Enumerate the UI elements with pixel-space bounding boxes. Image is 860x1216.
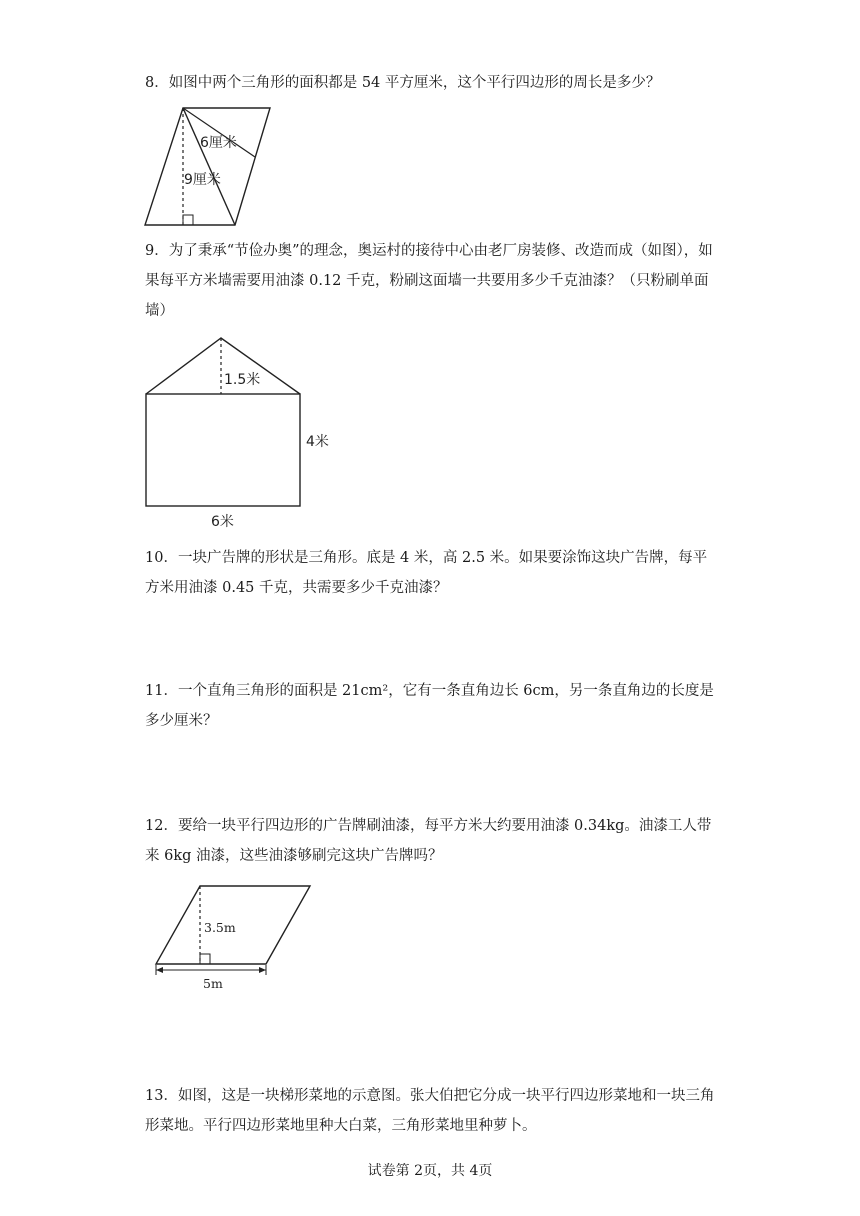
question-12: 12．要给一块平行四边形的广告牌刷油漆，每平方米大约要用油漆 0.34kg。油漆工人带来 6kg 油漆，这些油漆够刷完这块广告牌吗？ [145,818,712,864]
figure-8-parallelogram [140,105,280,230]
figure-8-label-6cm: 6厘米 [200,135,237,151]
figure-12-parallelogram [150,880,320,995]
figure-9-label-height: 1.5米 [224,372,261,388]
figure-9-label-base: 6米 [211,514,234,530]
question-9: 9．为了秉承“节俭办奥”的理念，奥运村的接待中心由老厂房装修、改造而成（如图），如果每平方米墙需要用油漆 0.12 千克，粉刷这面墙一共要用多少千克油漆？（只粉刷单面墙） [145,243,713,319]
figure-8-label-9cm: 9厘米 [184,172,221,188]
figure-9-wall [140,330,340,530]
question-11: 11．一个直角三角形的面积是 21cm²，它有一条直角边长 6cm，另一条直角边的长度是多少厘米？ [145,683,714,729]
figure-12-label-base: 5m [203,976,223,991]
question-8: 8．如图中两个三角形的面积都是 54 平方厘米，这个平行四边形的周长是多少？ [145,75,661,91]
figure-9-label-side: 4米 [306,434,329,450]
question-13: 13．如图，这是一块梯形菜地的示意图。张大伯把它分成一块平行四边形菜地和一块三角形菜地。平行四边形菜地里种大白菜，三角形菜地里种萝卜。 [145,1088,715,1134]
question-10: 10．一块广告牌的形状是三角形。底是 4 米，高 2.5 米。如果要涂饰这块广告牌，每平方米用油漆 0.45 千克，共需要多少千克油漆？ [145,550,708,596]
figure-12-label-height: 3.5m [204,920,236,935]
page-footer: 试卷第 2页，共 4页 [367,1163,493,1179]
